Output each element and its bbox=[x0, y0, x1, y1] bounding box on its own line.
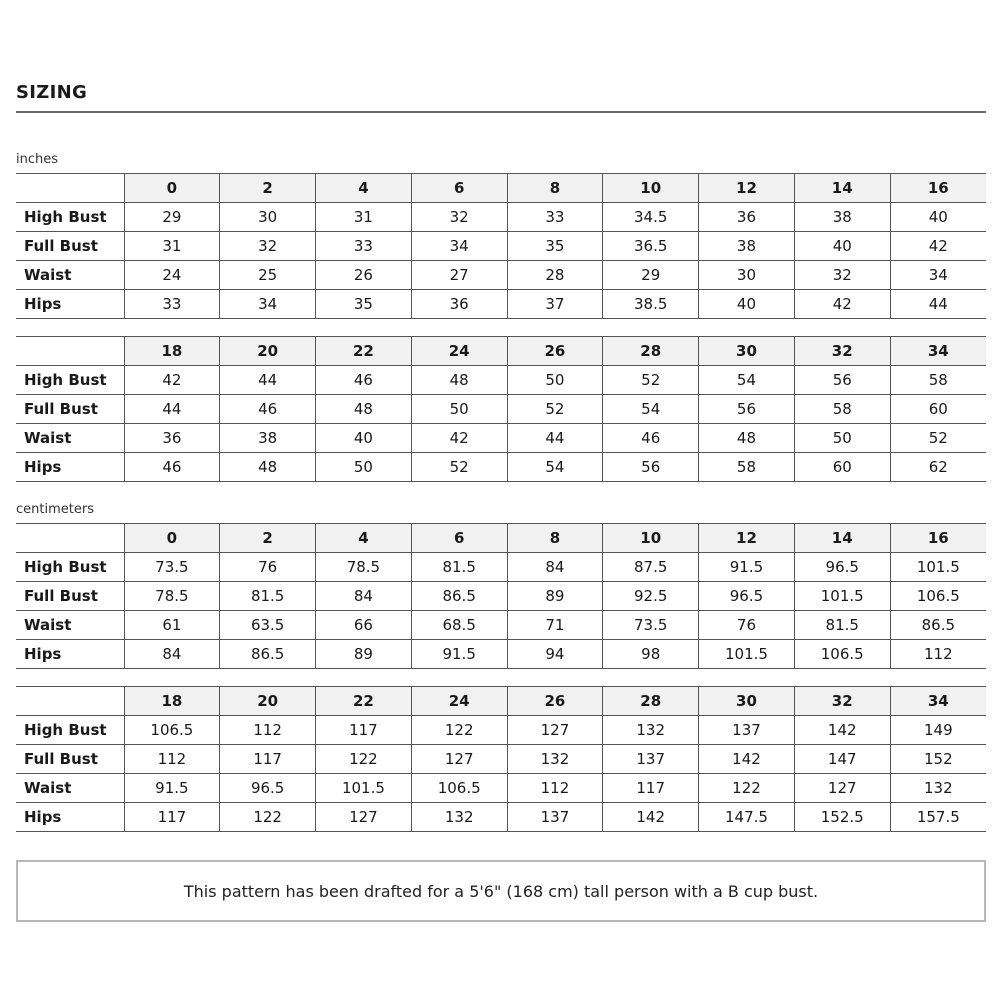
measurement-value: 38 bbox=[220, 424, 316, 453]
size-table-centimeters-2 bbox=[16, 686, 986, 832]
measurement-value: 84 bbox=[124, 640, 220, 669]
measurement-value: 46 bbox=[124, 453, 220, 482]
measurement-value: 91.5 bbox=[699, 553, 795, 582]
measurement-value: 147.5 bbox=[699, 803, 795, 832]
measurement-value: 117 bbox=[603, 774, 699, 803]
measurement-value: 117 bbox=[316, 716, 412, 745]
measurement-value: 101.5 bbox=[316, 774, 412, 803]
measurement-label: High Bust bbox=[16, 203, 124, 232]
table-row bbox=[16, 716, 986, 745]
measurement-value: 76 bbox=[220, 553, 316, 582]
measurement-value: 50 bbox=[411, 395, 507, 424]
size-table-inches-2 bbox=[16, 336, 986, 482]
size-header: 34 bbox=[890, 687, 986, 716]
measurement-value: 28 bbox=[507, 261, 603, 290]
measurement-value: 33 bbox=[507, 203, 603, 232]
measurement-value: 71 bbox=[507, 611, 603, 640]
measurement-value: 132 bbox=[411, 803, 507, 832]
size-header: 30 bbox=[699, 687, 795, 716]
size-table-inches-1 bbox=[16, 173, 986, 319]
measurement-value: 46 bbox=[603, 424, 699, 453]
measurement-value: 66 bbox=[316, 611, 412, 640]
size-header: 0 bbox=[124, 174, 220, 203]
measurement-value: 35 bbox=[316, 290, 412, 319]
measurement-value: 152 bbox=[890, 745, 986, 774]
measurement-value: 92.5 bbox=[603, 582, 699, 611]
measurement-value: 42 bbox=[890, 232, 986, 261]
note-text: This pattern has been drafted for a 5'6" (168 cm) tall person with a B cup bust. bbox=[183, 881, 819, 901]
measurement-value: 84 bbox=[507, 553, 603, 582]
measurement-label: Full Bust bbox=[16, 582, 124, 611]
measurement-value: 96.5 bbox=[699, 582, 795, 611]
measurement-value: 127 bbox=[411, 745, 507, 774]
measurement-value: 62 bbox=[890, 453, 986, 482]
table-row bbox=[16, 366, 986, 395]
size-header: 4 bbox=[316, 174, 412, 203]
measurement-value: 63.5 bbox=[220, 611, 316, 640]
measurement-value: 98 bbox=[603, 640, 699, 669]
measurement-label: Full Bust bbox=[16, 395, 124, 424]
measurement-label: Waist bbox=[16, 774, 124, 803]
corner-cell bbox=[16, 687, 124, 716]
measurement-value: 127 bbox=[507, 716, 603, 745]
table-row bbox=[16, 745, 986, 774]
measurement-value: 78.5 bbox=[316, 553, 412, 582]
measurement-label: High Bust bbox=[16, 553, 124, 582]
measurement-value: 132 bbox=[890, 774, 986, 803]
measurement-value: 73.5 bbox=[124, 553, 220, 582]
measurement-value: 48 bbox=[699, 424, 795, 453]
measurement-value: 117 bbox=[220, 745, 316, 774]
measurement-value: 54 bbox=[699, 366, 795, 395]
table-row bbox=[16, 290, 986, 319]
measurement-value: 106.5 bbox=[411, 774, 507, 803]
size-header: 0 bbox=[124, 524, 220, 553]
measurement-value: 60 bbox=[890, 395, 986, 424]
measurement-label: Full Bust bbox=[16, 232, 124, 261]
measurement-value: 149 bbox=[890, 716, 986, 745]
measurement-value: 44 bbox=[124, 395, 220, 424]
measurement-value: 96.5 bbox=[794, 553, 890, 582]
size-header: 24 bbox=[411, 337, 507, 366]
size-header: 8 bbox=[507, 174, 603, 203]
measurement-value: 33 bbox=[316, 232, 412, 261]
measurement-value: 132 bbox=[603, 716, 699, 745]
header-row bbox=[16, 687, 986, 716]
measurement-value: 34 bbox=[411, 232, 507, 261]
size-header: 16 bbox=[890, 524, 986, 553]
measurement-value: 122 bbox=[411, 716, 507, 745]
measurement-value: 34 bbox=[890, 261, 986, 290]
measurement-value: 30 bbox=[699, 261, 795, 290]
measurement-value: 73.5 bbox=[603, 611, 699, 640]
measurement-value: 101.5 bbox=[699, 640, 795, 669]
measurement-value: 32 bbox=[220, 232, 316, 261]
measurement-value: 142 bbox=[603, 803, 699, 832]
measurement-value: 76 bbox=[699, 611, 795, 640]
header-row bbox=[16, 174, 986, 203]
measurement-value: 68.5 bbox=[411, 611, 507, 640]
measurement-value: 142 bbox=[699, 745, 795, 774]
measurement-label: High Bust bbox=[16, 366, 124, 395]
measurement-value: 32 bbox=[411, 203, 507, 232]
measurement-value: 86.5 bbox=[411, 582, 507, 611]
measurement-value: 40 bbox=[699, 290, 795, 319]
measurement-value: 91.5 bbox=[124, 774, 220, 803]
measurement-value: 50 bbox=[316, 453, 412, 482]
measurement-value: 40 bbox=[890, 203, 986, 232]
measurement-value: 36 bbox=[411, 290, 507, 319]
measurement-value: 52 bbox=[603, 366, 699, 395]
measurement-value: 38.5 bbox=[603, 290, 699, 319]
size-header: 30 bbox=[699, 337, 795, 366]
measurement-value: 94 bbox=[507, 640, 603, 669]
corner-cell bbox=[16, 337, 124, 366]
table-row bbox=[16, 803, 986, 832]
measurement-value: 30 bbox=[220, 203, 316, 232]
size-table-centimeters-1 bbox=[16, 523, 986, 669]
measurement-value: 87.5 bbox=[603, 553, 699, 582]
measurement-label: Hips bbox=[16, 290, 124, 319]
measurement-value: 34 bbox=[220, 290, 316, 319]
size-header: 8 bbox=[507, 524, 603, 553]
measurement-value: 50 bbox=[507, 366, 603, 395]
measurement-value: 48 bbox=[220, 453, 316, 482]
measurement-value: 81.5 bbox=[220, 582, 316, 611]
size-header: 24 bbox=[411, 687, 507, 716]
size-header: 32 bbox=[794, 337, 890, 366]
size-header: 2 bbox=[220, 524, 316, 553]
measurement-label: High Bust bbox=[16, 716, 124, 745]
measurement-value: 36 bbox=[124, 424, 220, 453]
measurement-label: Hips bbox=[16, 803, 124, 832]
measurement-value: 78.5 bbox=[124, 582, 220, 611]
measurement-value: 35 bbox=[507, 232, 603, 261]
measurement-value: 58 bbox=[890, 366, 986, 395]
measurement-label: Hips bbox=[16, 453, 124, 482]
measurement-label: Waist bbox=[16, 424, 124, 453]
size-header: 22 bbox=[316, 337, 412, 366]
size-header: 6 bbox=[411, 524, 507, 553]
measurement-value: 112 bbox=[890, 640, 986, 669]
measurement-value: 26 bbox=[316, 261, 412, 290]
measurement-value: 33 bbox=[124, 290, 220, 319]
measurement-value: 58 bbox=[794, 395, 890, 424]
measurement-value: 61 bbox=[124, 611, 220, 640]
note-box bbox=[16, 860, 986, 922]
measurement-label: Full Bust bbox=[16, 745, 124, 774]
measurement-value: 42 bbox=[124, 366, 220, 395]
measurement-value: 137 bbox=[603, 745, 699, 774]
size-header: 34 bbox=[890, 337, 986, 366]
measurement-value: 56 bbox=[603, 453, 699, 482]
measurement-value: 137 bbox=[699, 716, 795, 745]
size-header: 26 bbox=[507, 687, 603, 716]
measurement-value: 54 bbox=[603, 395, 699, 424]
measurement-value: 38 bbox=[699, 232, 795, 261]
measurement-value: 52 bbox=[890, 424, 986, 453]
size-header: 26 bbox=[507, 337, 603, 366]
measurement-label: Waist bbox=[16, 611, 124, 640]
table-row bbox=[16, 611, 986, 640]
measurement-label: Hips bbox=[16, 640, 124, 669]
measurement-value: 106.5 bbox=[890, 582, 986, 611]
section-label-inches: inches bbox=[16, 152, 59, 167]
size-header: 28 bbox=[603, 337, 699, 366]
measurement-value: 117 bbox=[124, 803, 220, 832]
size-header: 12 bbox=[699, 524, 795, 553]
measurement-value: 96.5 bbox=[220, 774, 316, 803]
measurement-value: 48 bbox=[316, 395, 412, 424]
size-header: 20 bbox=[220, 687, 316, 716]
measurement-value: 42 bbox=[411, 424, 507, 453]
measurement-value: 112 bbox=[220, 716, 316, 745]
measurement-value: 29 bbox=[124, 203, 220, 232]
size-header: 16 bbox=[890, 174, 986, 203]
measurement-value: 142 bbox=[794, 716, 890, 745]
measurement-value: 81.5 bbox=[794, 611, 890, 640]
size-header: 32 bbox=[794, 687, 890, 716]
measurement-value: 54 bbox=[507, 453, 603, 482]
size-header: 6 bbox=[411, 174, 507, 203]
measurement-value: 122 bbox=[699, 774, 795, 803]
table-row bbox=[16, 774, 986, 803]
measurement-value: 44 bbox=[220, 366, 316, 395]
corner-cell bbox=[16, 524, 124, 553]
page-title: SIZING bbox=[16, 82, 88, 103]
corner-cell bbox=[16, 174, 124, 203]
measurement-value: 112 bbox=[507, 774, 603, 803]
measurement-value: 31 bbox=[124, 232, 220, 261]
table-row bbox=[16, 424, 986, 453]
measurement-value: 127 bbox=[794, 774, 890, 803]
measurement-value: 29 bbox=[603, 261, 699, 290]
measurement-value: 40 bbox=[794, 232, 890, 261]
measurement-value: 34.5 bbox=[603, 203, 699, 232]
measurement-value: 84 bbox=[316, 582, 412, 611]
size-header: 14 bbox=[794, 174, 890, 203]
table-row bbox=[16, 395, 986, 424]
measurement-value: 36.5 bbox=[603, 232, 699, 261]
size-header: 14 bbox=[794, 524, 890, 553]
measurement-value: 86.5 bbox=[890, 611, 986, 640]
size-header: 20 bbox=[220, 337, 316, 366]
measurement-value: 50 bbox=[794, 424, 890, 453]
measurement-value: 38 bbox=[794, 203, 890, 232]
measurement-value: 56 bbox=[699, 395, 795, 424]
measurement-value: 132 bbox=[507, 745, 603, 774]
table-row bbox=[16, 453, 986, 482]
size-header: 2 bbox=[220, 174, 316, 203]
measurement-value: 147 bbox=[794, 745, 890, 774]
measurement-value: 25 bbox=[220, 261, 316, 290]
table-row bbox=[16, 232, 986, 261]
measurement-value: 127 bbox=[316, 803, 412, 832]
measurement-value: 46 bbox=[316, 366, 412, 395]
size-header: 22 bbox=[316, 687, 412, 716]
measurement-value: 101.5 bbox=[794, 582, 890, 611]
measurement-value: 122 bbox=[220, 803, 316, 832]
measurement-value: 137 bbox=[507, 803, 603, 832]
measurement-value: 27 bbox=[411, 261, 507, 290]
measurement-label: Waist bbox=[16, 261, 124, 290]
measurement-value: 101.5 bbox=[890, 553, 986, 582]
size-header: 4 bbox=[316, 524, 412, 553]
measurement-value: 81.5 bbox=[411, 553, 507, 582]
table-row bbox=[16, 582, 986, 611]
table-row bbox=[16, 553, 986, 582]
section-label-centimeters: centimeters bbox=[16, 502, 94, 517]
measurement-value: 52 bbox=[507, 395, 603, 424]
measurement-value: 48 bbox=[411, 366, 507, 395]
measurement-value: 36 bbox=[699, 203, 795, 232]
measurement-value: 157.5 bbox=[890, 803, 986, 832]
measurement-value: 44 bbox=[507, 424, 603, 453]
measurement-value: 89 bbox=[316, 640, 412, 669]
measurement-value: 86.5 bbox=[220, 640, 316, 669]
header-row bbox=[16, 524, 986, 553]
size-header: 18 bbox=[124, 687, 220, 716]
size-header: 18 bbox=[124, 337, 220, 366]
measurement-value: 89 bbox=[507, 582, 603, 611]
measurement-value: 91.5 bbox=[411, 640, 507, 669]
size-header: 28 bbox=[603, 687, 699, 716]
measurement-value: 56 bbox=[794, 366, 890, 395]
measurement-value: 46 bbox=[220, 395, 316, 424]
measurement-value: 37 bbox=[507, 290, 603, 319]
measurement-value: 44 bbox=[890, 290, 986, 319]
table-row bbox=[16, 203, 986, 232]
size-header: 12 bbox=[699, 174, 795, 203]
measurement-value: 106.5 bbox=[794, 640, 890, 669]
measurement-value: 31 bbox=[316, 203, 412, 232]
measurement-value: 42 bbox=[794, 290, 890, 319]
measurement-value: 122 bbox=[316, 745, 412, 774]
measurement-value: 24 bbox=[124, 261, 220, 290]
title-divider bbox=[16, 111, 986, 113]
measurement-value: 32 bbox=[794, 261, 890, 290]
measurement-value: 152.5 bbox=[794, 803, 890, 832]
measurement-value: 40 bbox=[316, 424, 412, 453]
measurement-value: 106.5 bbox=[124, 716, 220, 745]
measurement-value: 52 bbox=[411, 453, 507, 482]
size-header: 10 bbox=[603, 174, 699, 203]
table-row bbox=[16, 261, 986, 290]
measurement-value: 58 bbox=[699, 453, 795, 482]
measurement-value: 112 bbox=[124, 745, 220, 774]
measurement-value: 60 bbox=[794, 453, 890, 482]
size-header: 10 bbox=[603, 524, 699, 553]
table-row bbox=[16, 640, 986, 669]
header-row bbox=[16, 337, 986, 366]
